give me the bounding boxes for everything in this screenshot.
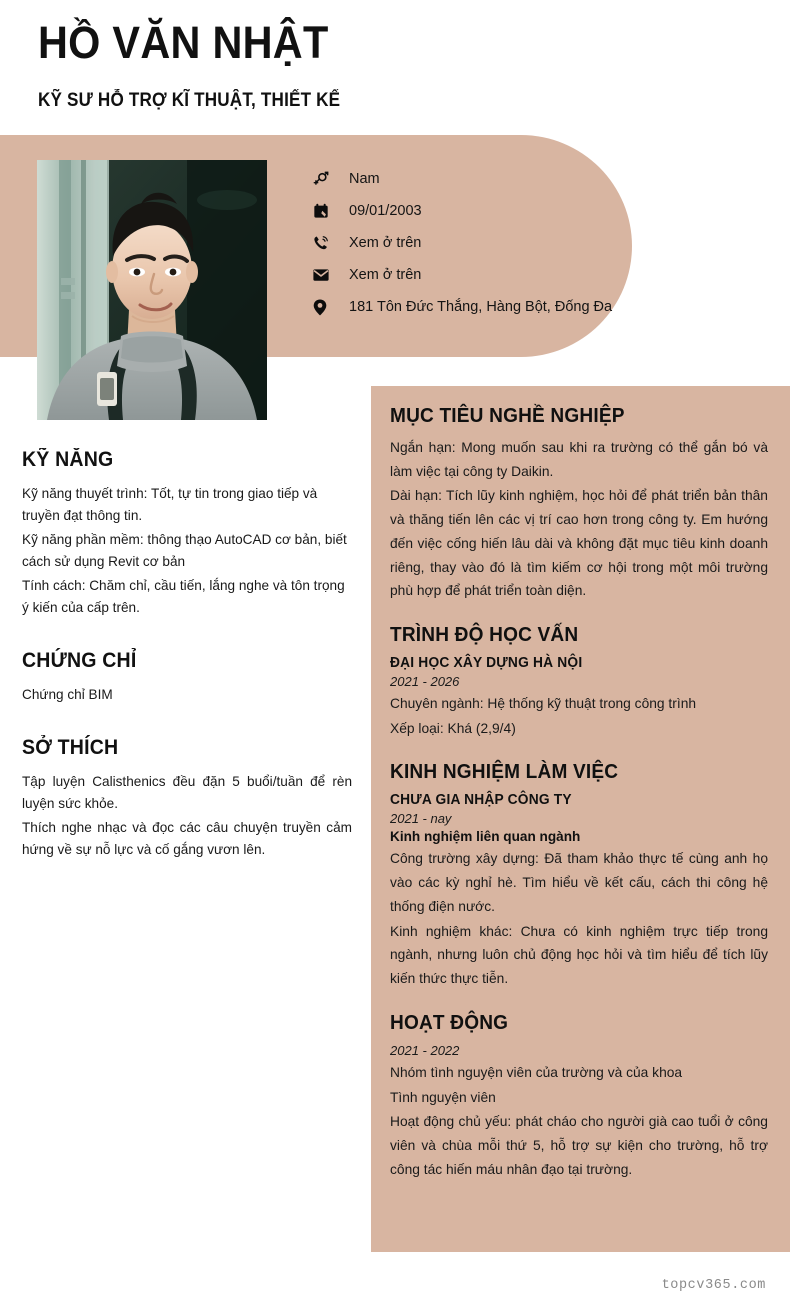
education-major: Chuyên ngành: Hệ thống kỹ thuật trong công trình — [390, 696, 697, 712]
contact-value: Xem ở trên — [349, 235, 422, 251]
section-heading-skills: KỸ NĂNG — [22, 448, 114, 471]
education-school: ĐẠI HỌC XÂY DỰNG HÀ NỘI — [390, 655, 583, 672]
avatar — [37, 160, 267, 420]
contact-list — [313, 163, 643, 323]
objective-line: Dài hạn: Tích lũy kinh nghiệm, học hỏi để phát triển bản thân và thăng tiến lên các vị trí cao hơn trong công ty. Em hướng đến việc cống hiến lâu dài và không đặt mục tiêu kinh doanh riêng, thay vào đó là tìm kiếm cơ hội trong một môi trường phù hợp để phát triển toàn diện. — [390, 488, 768, 599]
section-heading-activities: HOẠT ĐỘNG — [390, 1010, 509, 1034]
hobby-line: Tập luyện Calisthenics đều đặn 5 buổi/tuần để rèn luyện sức khỏe. — [22, 774, 352, 812]
activities-dates: 2021 - 2022 — [390, 1042, 460, 1058]
experience-role: Kinh nghiệm liên quan ngành — [390, 829, 581, 845]
hobby-line: Thích nghe nhạc và đọc các câu chuyện truyền cảm hứng về sự nỗ lực và cố gắng vươn lên. — [22, 820, 352, 858]
activities-role: Tình nguyện viên — [390, 1089, 496, 1105]
experience-company: CHƯA GIA NHẬP CÔNG TY — [390, 792, 572, 809]
objective-line: Ngắn hạn: Mong muốn sau khi ra trường có thể gắn bó và làm việc tại công ty Daikin. — [390, 440, 768, 479]
contact-row-email — [313, 259, 643, 291]
email-icon — [313, 268, 339, 282]
section-heading-hobbies: SỞ THÍCH — [22, 736, 119, 760]
job-title: KỸ SƯ HỖ TRỢ KĨ THUẬT, THIẾT KẾ — [38, 90, 341, 112]
education-dates: 2021 - 2026 — [390, 674, 460, 690]
experience-line: Kinh nghiệm khác: Chưa có kinh nghiệm trực tiếp trong ngành, nhưng luôn chủ động học hỏi và tìm hiểu để tích lũy kiến thức thực tiễn. — [390, 923, 768, 987]
contact-value: 09/01/2003 — [349, 203, 422, 219]
skills-line: Kỹ năng phần mềm: thông thạo AutoCAD cơ bản, biết cách sử dụng Revit cơ bản — [22, 532, 347, 570]
contact-value: Nam — [349, 171, 380, 187]
activities-line: Hoạt động chủ yếu: phát cháo cho người già cao tuổi ở công viên và chùa mỗi thứ 5, hỗ trợ sự kiện cho trường, hỗ trợ công tác hiến máu nhân đạo tại trường. — [390, 1114, 768, 1177]
left-column — [22, 448, 352, 863]
contact-value: 181 Tôn Đức Thắng, Hàng Bột, Đống Đa — [349, 299, 613, 315]
skills-line: Tính cách: Chăm chỉ, cầu tiến, lắng nghe và tôn trọng ý kiến của cấp trên. — [22, 578, 345, 616]
calendar-icon — [313, 203, 339, 219]
contact-row-phone — [313, 227, 643, 259]
contact-value: Xem ở trên — [349, 267, 422, 283]
section-heading-certificates: CHỨNG CHỈ — [22, 649, 137, 673]
contact-row-gender — [313, 163, 643, 195]
header-name-block — [38, 18, 738, 113]
certificate-line: Chứng chỉ BIM — [22, 687, 113, 703]
gender-icon — [313, 171, 339, 188]
phone-icon — [313, 235, 339, 251]
contact-row-birthdate — [313, 195, 643, 227]
activities-org: Nhóm tình nguyện viên của trường và của khoa — [390, 1064, 683, 1080]
page-title: HỒ VĂN NHẬT — [38, 17, 329, 68]
watermark: topcv365.com — [661, 1278, 766, 1293]
section-heading-objective: MỤC TIÊU NGHỀ NGHIỆP — [390, 404, 625, 427]
location-pin-icon — [313, 299, 339, 316]
contact-row-address — [313, 291, 643, 323]
right-panel — [371, 386, 790, 1252]
education-grade: Xếp loại: Khá (2,9/4) — [390, 720, 516, 736]
experience-dates: 2021 - nay — [390, 811, 452, 827]
skills-line: Kỹ năng thuyết trình: Tốt, tự tin trong giao tiếp và truyền đạt thông tin. — [22, 486, 318, 524]
experience-line: Công trường xây dựng: Đã tham khảo thực tế cùng anh họ vào các kỳ nghỉ hè. Tìm hiểu về kết cấu, cách thi công hệ thống điện nước. — [390, 851, 768, 914]
section-heading-experience: KINH NGHIỆM LÀM VIỆC — [390, 760, 619, 784]
section-heading-education: TRÌNH ĐỘ HỌC VẤN — [390, 623, 579, 647]
